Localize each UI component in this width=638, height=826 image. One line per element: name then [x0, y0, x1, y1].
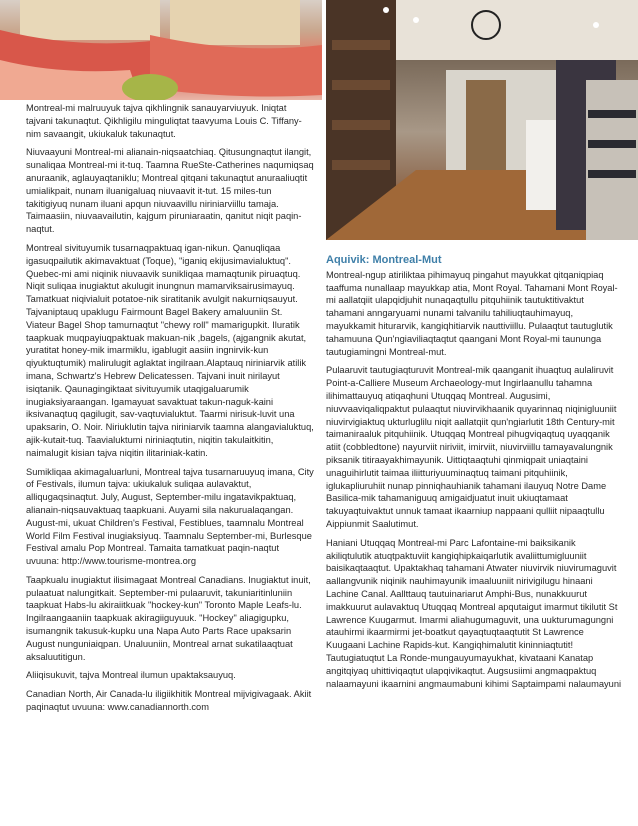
store-photo: [326, 0, 638, 240]
sandwich-image: [0, 0, 322, 100]
section-heading: Aquivik: Montreal-Mut: [326, 254, 442, 266]
paragraph: Niuvaayuni Montreal-mi alianain-niqsaatchiaq. Qitusungnaqtut ilangit, sunaliqaa Montreal-mi it-tuq. Taamna RueSte-Catherines naqumiqsaq anuraanik, aglauyaqtaniklu; Montreal qitqani takunaqtut anuraaliuqtit umialikpait, nunam iluanigaluaq niuvaavit it-tut. 15 miles-tun takitigiyuq nunam iluani apqun niuvaavillu niriniarviillu tamaja. Taimaasiin, niuvaavailutin, kajgum piruniaraatin, qanitut niqit paqin-naqtut.: [26, 147, 314, 235]
paragraph: Aliiqisukuvit, tajva Montreal ilumun upaktaksauyuq.: [26, 670, 236, 681]
paragraph: Sumikliqaa akimagaluarluni, Montreal tajva tusarnaruuyuq imana, City of Festivals, ilumun tajva: ukiukaluk suliqaa aulavaktut, alliqugaqsinaqtut. July, August, September-milu ingatavikpaktuaq, alianain-niqsauvaktuaq taapkuani. Auyami sila nakurualaqangan. August-mi, ukuat Children's Festival, Festiblues, taamnalu Montreal World Film Festival inugiaksiyuq. Taamnalu September-mi, Burlesque Festival amalu Pop Montreal. Tamaita tamatkuat paqin-naqtut uvuuna: http://www.tourisme-montrea.org: [26, 466, 314, 567]
food-photo: [0, 0, 322, 100]
paragraph: Haniani Utuqqaq Montreal-mi Parc Lafontaine-mi baiksikanik akiliqtulutik atuqtpaktuviit kangiqhipkaiqarlutik avaliittumigluuniit baisikaqtaaqtut. Upaktakhaq tahamani Atwater niuvirvik niuvirumaguvit aallangvunik niqinik nauhimayunik imaaluuniit nirivigilugu hinaani Lachine Canal. Aallttauq tautuinariarut Amphi-Bus, nunakkuurut imakkuurut aulavaktuq Utuqqaq Montreal apqutaigut imarmut tikilutit St Lawrence Kuugarmut. Imarmi aliahugumaguvit, una uukturumagungni atauhirmi ikaarmirmi jet-boatkut qayaqtuqtaaqtutit St Lawrence Kuugaani Lachine Rapids-kut. Kangiqhimalutit kininniaqtutit! Tautugiatuqtut La Ronde-mungauyumayukhat, kivataani Kanatap angitqiyaq uhittiviqaqtut ulapqivikaqtut. Augsusiimi angmaqpaktuq nalaamayuni ikaarnini angmaumabuni kihimi Saptaimpami nalaumayuni: [326, 537, 622, 689]
paragraph: Taapkualu inugiaktut ilisimagaat Montreal Canadians. Inugiaktut inuit, pulaatuat nalungitkait. September-mi pulaaruvit, takuniaritinluniin taapkuat Habs-lu akiraiitkuak "hockey-kun" Toronto Maple Leafs-lu. Ingilraangaaniin taapkuak akiragiiguyuuk. "Hockey" aliagigupku, isumangnik takusuk-kupku una Napa Auto Parts Race upaksarin August nunguniaiqpan. Unaluuniin, Montreal arnat sukatilaaqtuat aksaluutitigun.: [26, 574, 311, 662]
paragraph: Montreal sivituyumik tusarnaqpaktuaq igan-nikun. Qanuqliqaa igasuqpailutik akimavaktuat (Toque), "iganiq ekijusimavialuktuq". Quebec-mi ami niqinik niuvaavik sunikliqaa mamaqtunik piruaqtuq. Niqit suliqaa inugiaktut akulugit inungnun mamarviksairusimayuq. Tamatkuat niqivialuit potatoe-nik siratitanik avulgit nakurniqsauyut. Tajvaniptauq upaklugu Fairmount Bagel Bakery amaluuniin St. Viateur Bagel Shop tamurnaqtut "chewy roll" mamarigupkit. Iluratik taapkuak muqpayiuqpaktuak makuan-nik ,bagels, (ajgangnik akutat, yuratitat honey-mik imarmiklu, igablugit aasiin ingnirvik-kun qiyuktuqtumik) malirulugit aglaktat ingilraan.Alaptauq niriniarvik atilik imana, Schwartz's Hebrew Delicatessen. Tajvani inuit nirilayut isiqtanik. Qaunagingiktaat sivituyumik utaqigaluarumik inugiaksiyaraangan. Igamayuat savaktuat takun-naguk-kaini iksivanaqtuq qagilugit, sav-vaqtuvialuktut. Taarmi nirisuk-luvit una upaksarin, O. Noir. Niriuklutin tajva niriniarvik taamna alangavialuktuq, ajik-kutait-tuq. Taavialuktumi niriniaqtutin, niqitin takulaitkitin, naimalugit kisian tajva niqitin ilitariniak-katin.: [26, 242, 314, 458]
boutique-image: [326, 0, 638, 240]
right-column: [326, 254, 622, 696]
paragraph: Pulaaruvit tautugiaqturuvit Montreal-mik qaanganit ihuaqtuq aulaliruvit Point-a-Calliere Museum Archaeology-mut Ingirlaanullu tahamna ilihimattauyuq atiqaqhuni Utuqqaq Montreal. Augusimi, niuvvaaviqaliqpaktut pulaaqtut niuvirvikhaanik quyarinnaq niqinigluuniit niuvirvigiaktuq ukturluglilu niqit aallatqiit qun'ngiarlutit 18th Century-mit taimaniraaluk pitquhiinik. Utuqqaq Montreal pihugviqaqtuq uyaqqanik atiit (cobbledtone) nayurviit niriviit, imirviit, niuvirviillu tamayavalungnik piksanik titiraayakhimayunik. Uittiqtaaqtuhi qinmiqpait uniaqtaini unaguihirlutit taimaa iliitturiyuuminaqtuq taimani pitquhiinik, iglukapliuruhiit nunap pinniqhauhianik tahamani ilauyuq Notre Dame Basilica-mik tahamaniguuq amigaidjuatut inuit ukiuqtamaat takuyaqtuivaktut unnuk tamaat ikaarniup nappaani qulliit nipaaqtullu Aippiunmit Saalutimut.: [326, 365, 617, 529]
paragraph: Montreal-ngup atiriliktaa pihimayuq pingahut mayukkat qitqaniqpiaq taaffuma nunallaap mayukkap atia, Mont Royal. Tahamani Mont Royal-mi aallatqiit ulapqidjuhit nunaqaqtullu pitquhiinik tautuktitivaktut tahamani anngaryuami nunami talvanilu tahiliuqtauhimayuq, mayukkamit hiturarvik, kangiqhitiarvik nauttiviillu. Pulaaqtut tautuglutik tahamuuna Qun'ngiaviliaqtaqtut qaangani Mont Royal-mi taununga tautugiamingni Montreal-mut.: [326, 269, 618, 357]
paragraph: Canadian North, Air Canada-lu iligiikhitik Montreal mijvigivagaak. Akiit paqinaqtut uvuuna: www.canadiannorth.com: [26, 689, 312, 713]
left-column: [26, 102, 314, 720]
paragraph: Montreal-mi malruuyuk tajva qikhlingnik sanauyarviuyuk. Iniqtat tajvani takunaqtut. Qikhligilu minguliqtat taavyuma Louis C. Tiffany-nim savaangit, ukiukaluk takunaqtut.: [26, 103, 302, 139]
